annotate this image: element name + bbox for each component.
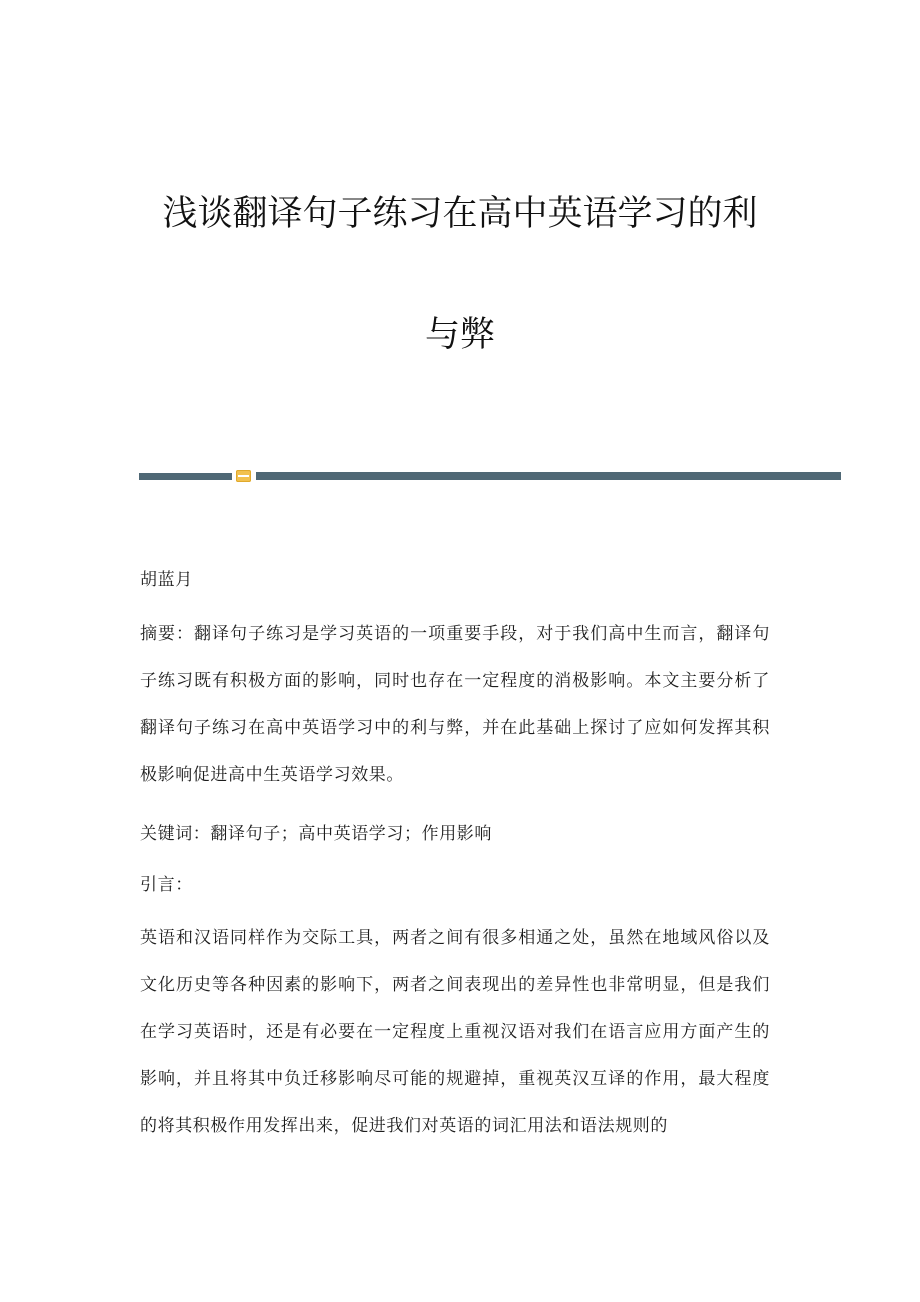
divider-ornament-icon (236, 470, 251, 482)
page-title-line-1: 浅谈翻译句子练习在高中英语学习的利 (162, 194, 758, 234)
body-paragraph: 英语和汉语同样作为交际工具，两者之间有很多相通之处，虽然在地域风俗以及文化历史等各种因素的影响下，两者之间表现出的差异性也非常明显，但是我们在学习英语时，还是有必要在一定程度上重视汉语对我们在语言应用方面产生的影响，并且将其中负迁移影响尽可能的规避掉，重视英汉互译的作用，最大程度的将其积极作用发挥出来，促进我们对英语的词汇用法和语法规则的 (140, 928, 770, 1136)
title-divider (139, 470, 841, 482)
author-name: 胡蓝月 (140, 570, 193, 590)
keywords-line: 关键词：翻译句子；高中英语学习；作用影响 (140, 824, 492, 844)
divider-bar-right (256, 472, 841, 480)
divider-bar-left (139, 473, 232, 480)
page-title-line-2: 与弊 (424, 315, 495, 355)
intro-heading: 引言： (140, 875, 193, 895)
abstract-paragraph: 摘要：翻译句子练习是学习英语的一项重要手段，对于我们高中生而言，翻译句子练习既有积极方面的影响，同时也存在一定程度的消极影响。本文主要分析了翻译句子练习在高中英语学习中的利与弊，并在此基础上探讨了应如何发挥其积极影响促进高中生英语学习效果。 (140, 624, 770, 785)
